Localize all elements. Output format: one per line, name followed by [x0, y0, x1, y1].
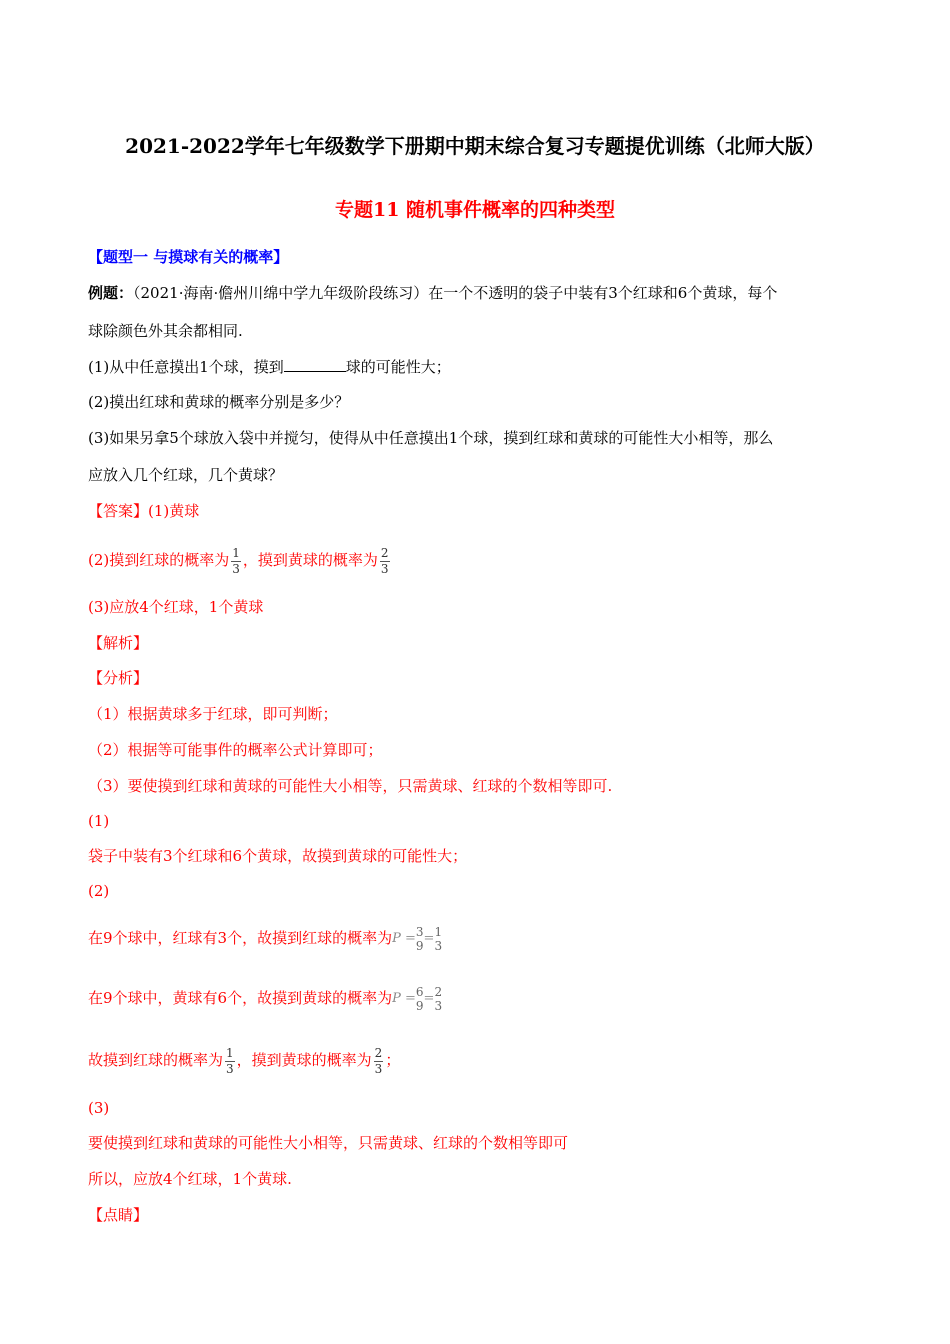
fraction-one-third: $\frac{1}{3}$	[232, 545, 240, 576]
answer-line-1	[88, 501, 199, 521]
red-probability-formula: P =	[392, 931, 416, 946]
document-title: 2021-2022学年七年级数学下册期中期末综合复习专题提优训练（北师大版）	[125, 134, 825, 158]
dianjing-label: 【点睛】	[88, 1206, 149, 1224]
conclusion-fraction-two-thirds: $\frac{2}{3}$	[374, 1045, 383, 1076]
conclusion-mid: ，摸到黄球的概率为	[236, 1051, 372, 1069]
answer-1: (1)黄球	[148, 502, 200, 520]
answer-2-before: (2)摸到红球的概率为	[88, 551, 230, 569]
solution-2-yellow-text: 在9个球中，黄球有6个，故摸到黄球的概率为	[88, 989, 393, 1007]
analysis-point-1: （1）根据黄球多于红球，即可判断；	[88, 705, 338, 723]
answer-2-mid: ，摸到黄球的概率为	[242, 551, 378, 569]
answer-3: (3)应放4个红球，1个黄球	[88, 598, 264, 616]
question-1	[88, 356, 451, 377]
solution-3-line-1: 要使摸到红球和黄球的可能性大小相等，只需黄球、红球的个数相等即可	[88, 1134, 569, 1152]
example-label: 例题：	[88, 284, 134, 302]
answer-blank	[284, 356, 346, 372]
question-3-line-2: 应放入几个红球，几个黄球？	[88, 466, 284, 484]
yellow-formula-fraction-2: 2 3	[434, 985, 443, 1013]
red-formula-fraction-2: 1 3	[434, 925, 443, 953]
example-line-1	[88, 283, 777, 303]
question-2: (2)摸出红球和黄球的概率分别是多少？	[88, 393, 350, 411]
solution-3-label: (3)	[88, 1099, 110, 1117]
fenxi-label: 【分析】	[88, 669, 149, 687]
yellow-formula-fraction-1: 6 9	[415, 985, 424, 1013]
analysis-label: 【解析】	[88, 634, 149, 652]
solution-3-line-2: 所以，应放4个红球，1个黄球.	[88, 1170, 292, 1188]
conclusion-fraction-one-third: $\frac{1}{3}$	[226, 1045, 234, 1076]
solution-2-conclusion	[88, 1040, 400, 1080]
question-1-before: (1)从中任意摸出1个球，摸到	[88, 358, 284, 376]
example-line-2: 球除颜色外其余都相同.	[88, 322, 243, 340]
solution-2-red: 在9个球中，红球有3个，故摸到红球的概率为P =3 9=1 3	[88, 918, 442, 959]
question-1-after: 球的可能性大；	[345, 358, 451, 376]
topic-title: 专题11 随机事件概率的四种类型	[334, 199, 616, 221]
answer-label: 【答案】	[88, 502, 149, 520]
solution-2-label: (2)	[88, 882, 110, 900]
answer-line-2	[88, 540, 392, 580]
example-text-1: （2021·海南·儋州川绵中学九年级阶段练习）在一个不透明的袋子中装有3个红球和6个黄球，每个	[133, 284, 778, 302]
solution-1-label: (1)	[88, 812, 110, 830]
section-heading: 【题型一 与摸球有关的概率】	[88, 248, 289, 266]
analysis-point-3: （3）要使摸到红球和黄球的可能性大小相等，只需黄球、红球的个数相等即可.	[88, 777, 613, 795]
solution-2-yellow: 在9个球中，黄球有6个，故摸到黄球的概率为P =6 9=2 3	[88, 978, 442, 1019]
analysis-point-2: （2）根据等可能事件的概率公式计算即可；	[88, 741, 383, 759]
conclusion-before: 故摸到红球的概率为	[88, 1051, 224, 1069]
question-3-line-1: (3)如果另拿5个球放入袋中并搅匀，使得从中任意摸出1个球，摸到红球和黄球的可能性大小相等，那么	[88, 429, 774, 447]
yellow-probability-formula: P =	[392, 991, 416, 1006]
fraction-two-thirds: $\frac{2}{3}$	[380, 545, 389, 576]
conclusion-end: ；	[385, 1051, 401, 1069]
solution-1-text: 袋子中装有3个红球和6个黄球，故摸到黄球的可能性大；	[88, 847, 468, 865]
red-formula-fraction-1: 3 9	[415, 925, 424, 953]
solution-2-red-text: 在9个球中，红球有3个，故摸到红球的概率为	[88, 929, 393, 947]
